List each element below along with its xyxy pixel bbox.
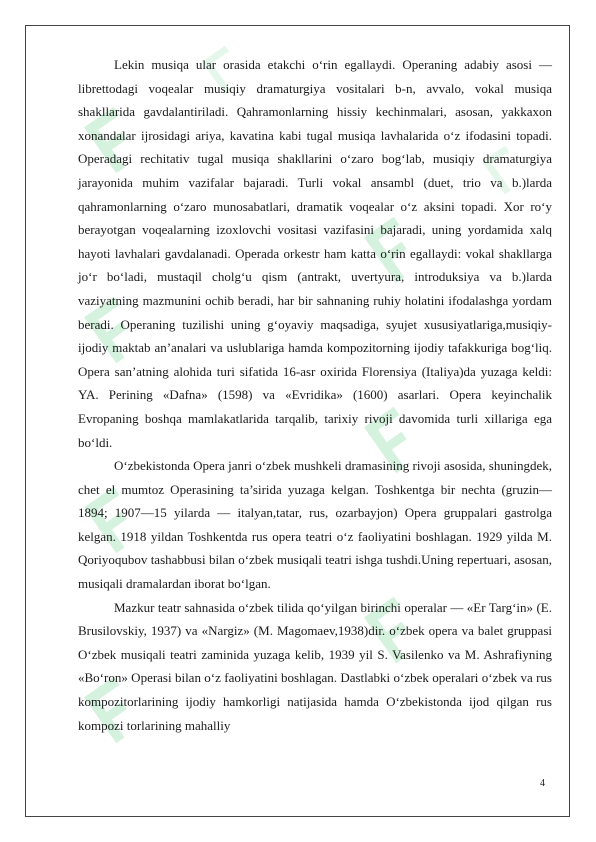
document-body bbox=[78, 53, 552, 737]
paragraph-uzbek-opera-origins: O‘zbekistonda Opera janri o‘zbek mushkeli dramasining rivoji asosida, shuningdek, chet el mumtoz Operasining ta’sirida yuzaga kelgan. Toshkentga bir nechta (gruzin— 1894; 1907—15 yilarda — italyan,tatar, rus, ozarbayjon) Opera gruppalari gastrolga kelgan. 1918 yildan Toshkentda rus opera teatri o‘z faoliyatini boshlagan. 1929 yilda M. Qoriyoqubov tashabbusi bilan o‘zbek musiqali teatri ishga tushdi.Uning repertuari, asosan, musiqali dramalardan iborat bo‘lgan. bbox=[78, 458, 552, 592]
paragraph-first-uzbek-operas: Mazkur teatr sahnasida o‘zbek tilida qo‘yilgan birinchi operalar — «Er Targ‘in» (E. Brusilovskiy, 1937) va «Nargiz» (M. Magomaev,1938)dir. o‘zbek opera va balet gruppasi O‘zbek musiqali teatri zaminida yuzaga kelib, 1939 yil S. Vasilenko va M. Ashrafiyning «Bo‘ron» Operasi bilan o‘z faoliyatini boshlagan. Dastlabki o‘zbek operalari o‘zbek va rus kompozitorlarining ijodiy hamkorligi natijasida hamda O‘zbekistonda ijod qilgan rus kompozi torlarining mahalliy bbox=[78, 599, 552, 733]
paragraph-opera-overview: Lekin musiqa ular orasida etakchi o‘rin egallaydi. Operaning adabiy asosi — librettodagi voqealar musiqiy dramaturgiya vositalari b-n, avvalo, vokal musiqa shakllarida gavdalantiriladi. Qahramonlarning hissiy kechinmalari, asosan, yakkaxon xonandalar ijrosidagi ariya, kavatina kabi tugal musiqa lavhalarida o‘z ifodasini topadi. Operadagi rechitativ tugal musiqa shakllarini o‘zaro bog‘lab, musiqiy dramaturgiya jarayonida muhim vazifalar bajaradi. Turli vokal ansambl (duet, trio va b.)larda qahramonlarning o‘zaro munosabatlari, dramatik voqealar o‘z aksini topadi. Xor ro‘y berayotgan voqealarning izoxlovchi vositasi vazifasini bajaradi, uning yordamida xalq hayoti lavhalari gavdalanadi. Operada orkestr ham katta o‘rin egallaydi: vokal shakllarga jo‘r bo‘ladi, mustaqil cholg‘u qism (antrakt, uvertyura, introduksiya va b.)larda vaziyatning mazmunini ochib beradi, har bir sahnaning ruhiy holatini ifodalashga yordam beradi. Operaning tuzilishi uning g‘oyaviy maqsadiga, syujet xususiyatlariga,musiqiy-ijodiy maktab an’analari va uslublariga hamda kompozitorning ijodiy tafakkuriga bog‘liq. Opera san’atning alohida turi sifatida 16-asr oxirida Florensiya (Italiya)da yuzaga keldi: YA. Perining «Dafna» (1598) va «Evridika» (1600) asarlari. Opera keyinchalik Evropaning boshqa mamlakatlarida tarqalib, tarixiy rivoji davomida turli xillariga ega bo‘ldi. bbox=[78, 57, 552, 450]
page-number: 4 bbox=[540, 778, 545, 789]
